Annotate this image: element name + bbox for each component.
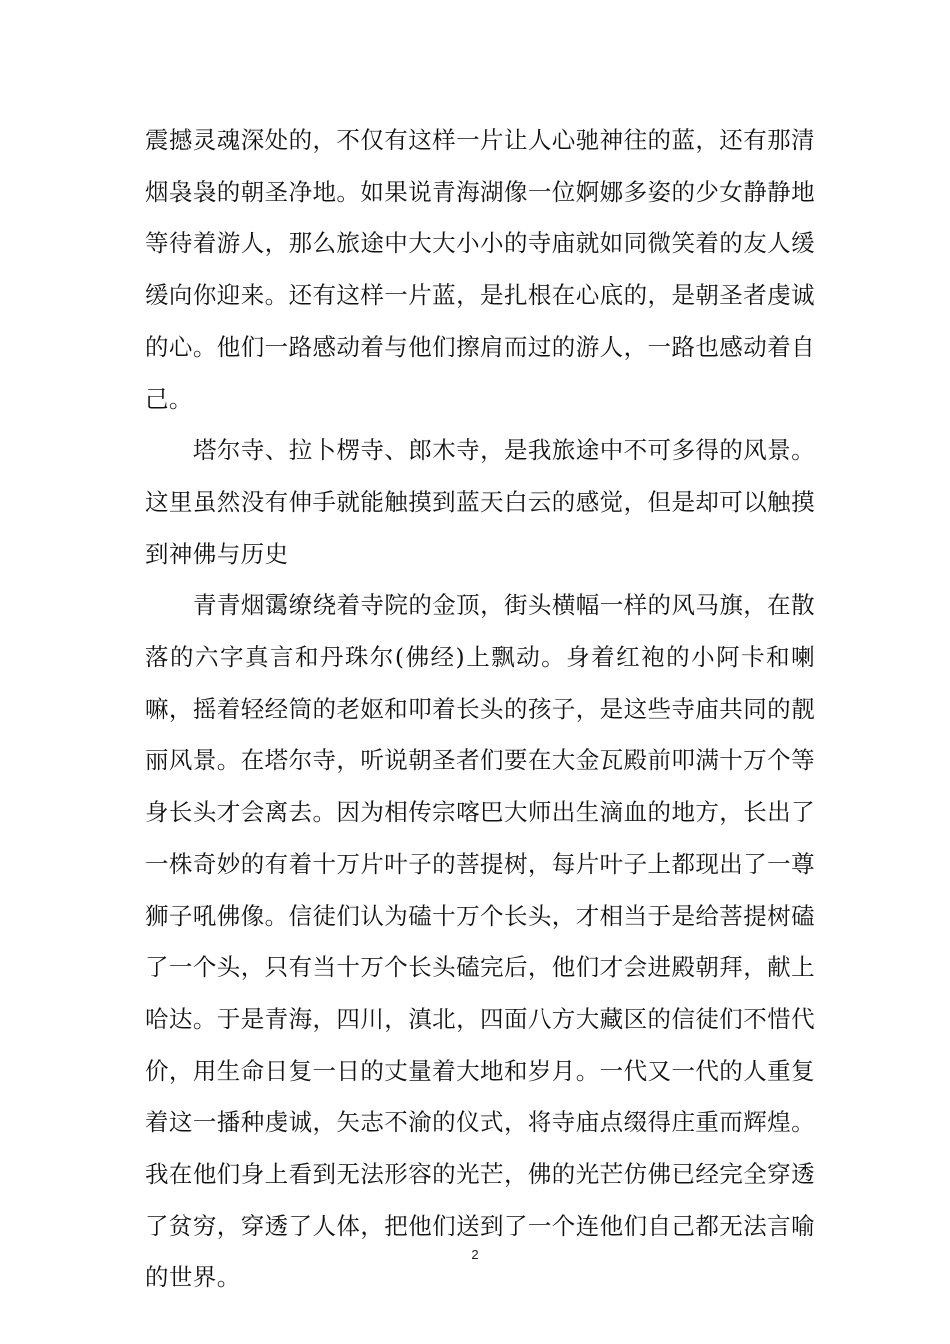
paragraph-3: 青青烟霭缭绕着寺院的金顶，街头横幅一样的风马旗，在散落的六字真言和丹珠尔(佛经)上飘动。身着红袍的小阿卡和喇嘛，摇着轻经筒的老妪和叩着长头的孩子，是这些寺庙共同的靓丽风景。在塔尔寺，听说朝圣者们要在大金瓦殿前叩满十万个等身长头才会离去。因为相传宗喀巴大师出生滴血的地方，长出了一株奇妙的有着十万片叶子的菩提树，每片叶子上都现出了一尊狮子吼佛像。信徒们认为磕十万个长头，才相当于是给菩提树磕了一个头，只有当十万个长头磕完后，他们才会进殿朝拜，献上哈达。于是青海，四川，滇北，四面八方大藏区的信徒们不惜代价，用生命日复一日的丈量着大地和岁月。一代又一代的人重复着这一播种虔诚，矢志不渝的仪式，将寺庙点缀得庄重而辉煌。我在他们身上看到无法形容的光芒，佛的光芒仿佛已经完全穿透了贫穷，穿透了人体，把他们送到了一个连他们自己都无法言喻的世界。 xyxy=(145,591,815,1292)
paragraph-1: 震撼灵魂深处的，不仅有这样一片让人心驰神往的蓝，还有那清烟袅袅的朝圣净地。如果说青海湖像一位婀娜多姿的少女静静地等待着游人，那么旅途中大大小小的寺庙就如同微笑着的友人缓缓向你迎来。还有这样一片蓝，是扎根在心底的，是朝圣者虔诚的心。他们一路感动着与他们擦肩而过的游人，一路也感动着自己。 xyxy=(145,126,815,413)
paragraph-2: 塔尔寺、拉卜楞寺、郎木寺，是我旅途中不可多得的风景。这里虽然没有伸手就能触摸到蓝天白云的感觉，但是却可以触摸到神佛与历史 xyxy=(145,436,815,568)
page-number: 2 xyxy=(471,1247,479,1262)
document-body xyxy=(145,115,815,1304)
